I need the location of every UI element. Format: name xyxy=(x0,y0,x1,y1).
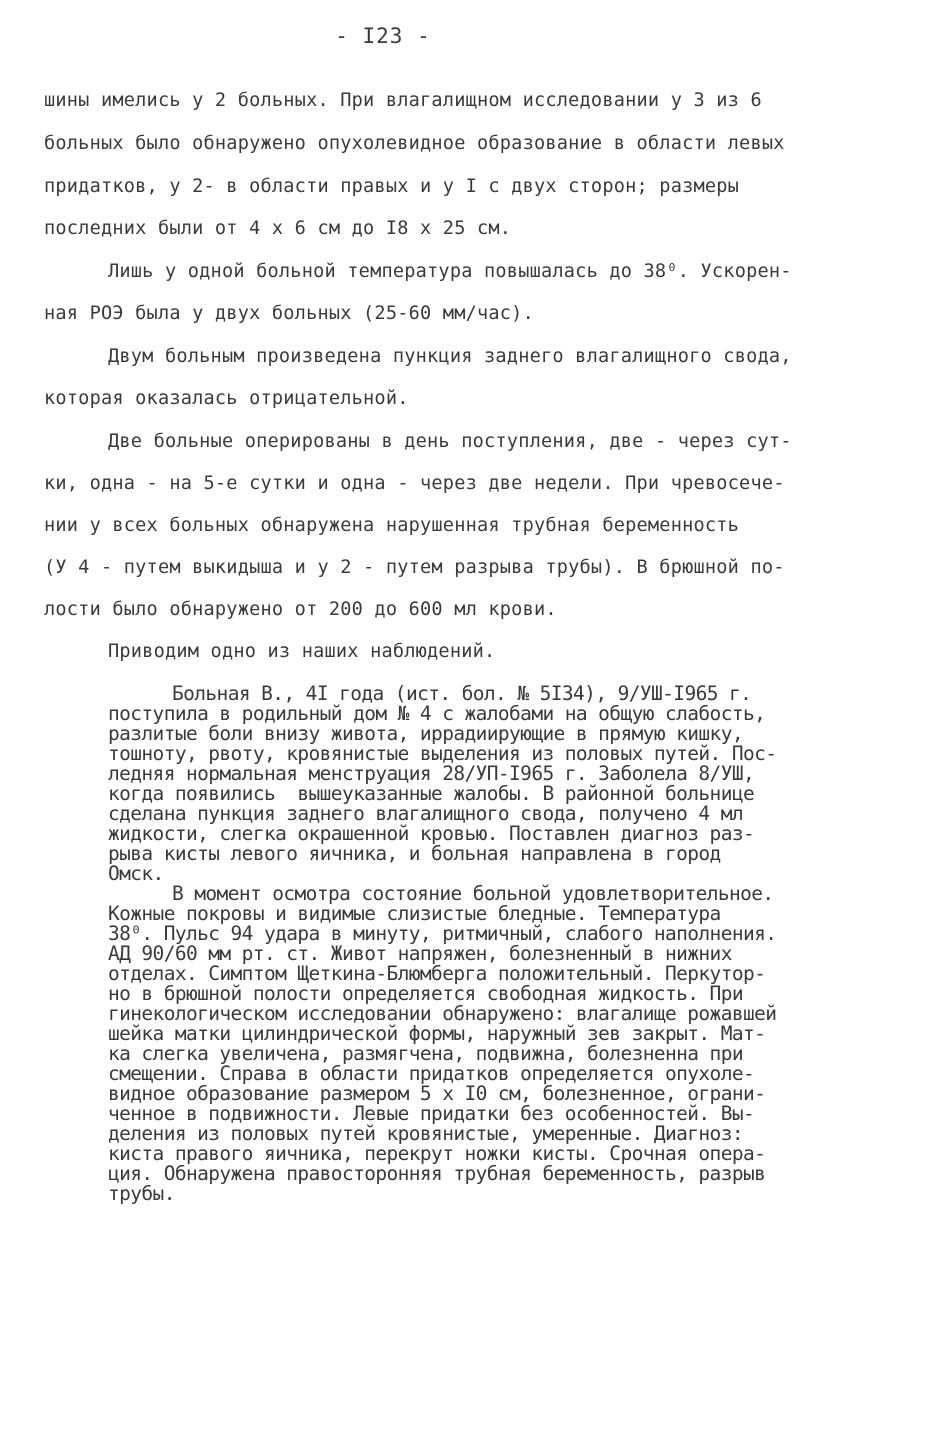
case-line: трубы. xyxy=(108,1182,175,1205)
case-line: Больная В., 4I года (ист. бол. № 5I34), 9/УШ-I965 г. xyxy=(172,682,752,705)
text-line: Двум больным произведена пункция заднего влагалищного свода, xyxy=(108,346,792,367)
case-line: поступила в родильный дом № 4 с жалобами на общую слабость, xyxy=(108,702,766,725)
case-line: когда появились вышеуказанные жалобы. В районной больнице xyxy=(108,782,755,805)
case-line: деления из половых путей кровянистые, умеренные. Диагноз: xyxy=(108,1122,743,1145)
case-line: АД 90/60 мм рт. ст. Живот напряжен, болезненный в нижних xyxy=(108,942,732,965)
case-line: киста правого яичника, перекрут ножки кисты. Срочная опера- xyxy=(108,1142,766,1165)
case-line: ледняя нормальная менструация 28/УП-I965 г. Заболела 8/УШ, xyxy=(108,762,755,785)
case-line: ция. Обнаружена правосторонняя трубная беременность, разрыв xyxy=(108,1162,766,1185)
text-line: последних были от 4 х 6 см до I8 х 25 см. xyxy=(44,218,512,239)
text-line: нии у всех больных обнаружена нарушенная трубная беременность xyxy=(44,515,740,536)
text-line: шины имелись у 2 больных. При влагалищном исследовании у 3 из 6 xyxy=(44,90,762,111)
case-line: но в брюшной полости определяется свободная жидкость. При xyxy=(108,982,743,1005)
text-line: лости было обнаружено от 200 до 600 мл крови. xyxy=(44,599,557,620)
case-line: разлитые боли внизу живота, иррадиирующие в прямую кишку, xyxy=(108,722,743,745)
page-number: - I23 - xyxy=(335,24,431,48)
text-line: (У 4 - путем выкидыша и у 2 - путем разрыва трубы). В брюшной по- xyxy=(44,557,785,578)
case-line: смещении. Справа в области придатков определяется опухоле- xyxy=(108,1062,755,1085)
case-line: отделах. Симптом Щеткина-Блюмберга положительный. Перкутор- xyxy=(108,962,766,985)
text-line: ки, одна - на 5-е сутки и одна - через две недели. При чревосече- xyxy=(44,473,785,494)
text-line: придатков, у 2- в области правых и у I с двух сторон; размеры xyxy=(44,176,740,197)
text-line: Лишь у одной больной температура повышалась до 38⁰. Ускорен- xyxy=(108,261,792,282)
case-line: Кожные покровы и видимые слизистые бледные. Температура xyxy=(108,902,721,925)
case-line: рыва кисты левого яичника, и больная направлена в город xyxy=(108,842,721,865)
case-line: сделана пункция заднего влагалищного свода, получено 4 мл xyxy=(108,802,743,825)
case-line: 38⁰. Пульс 94 удара в минуту, ритмичный, слабого наполнения. xyxy=(108,922,777,945)
case-line: В момент осмотра состояние больной удовлетворительное. xyxy=(172,882,774,905)
case-line: жидкости, слегка окрашенной кровью. Поставлен диагноз раз- xyxy=(108,822,755,845)
text-line: Две больные оперированы в день поступления, две - через сут- xyxy=(108,431,792,452)
case-line: ченное в подвижности. Левые придатки без особенностей. Вы- xyxy=(108,1102,755,1125)
case-line: Омск. xyxy=(108,862,164,885)
case-line: видное образование размером 5 х I0 см, болезненное, ограни- xyxy=(108,1082,766,1105)
text-line: Приводим одно из наших наблюдений. xyxy=(108,641,496,662)
text-line: ная РОЭ была у двух больных (25-60 мм/час). xyxy=(44,303,534,324)
case-line: гинекологическом исследовании обнаружено: влагалище рожавшей xyxy=(108,1002,777,1025)
case-line: ка слегка увеличена, размягчена, подвижна, болезненна при xyxy=(108,1042,743,1065)
text-line: больных было обнаружено опухолевидное образование в области левых xyxy=(44,133,785,154)
case-line: тошноту, рвоту, кровянистые выделения из половых путей. Пос- xyxy=(108,742,777,765)
case-line: шейка матки цилиндрической формы, наружный зев закрыт. Мат- xyxy=(108,1022,766,1045)
text-line: которая оказалась отрицательной. xyxy=(44,388,409,409)
